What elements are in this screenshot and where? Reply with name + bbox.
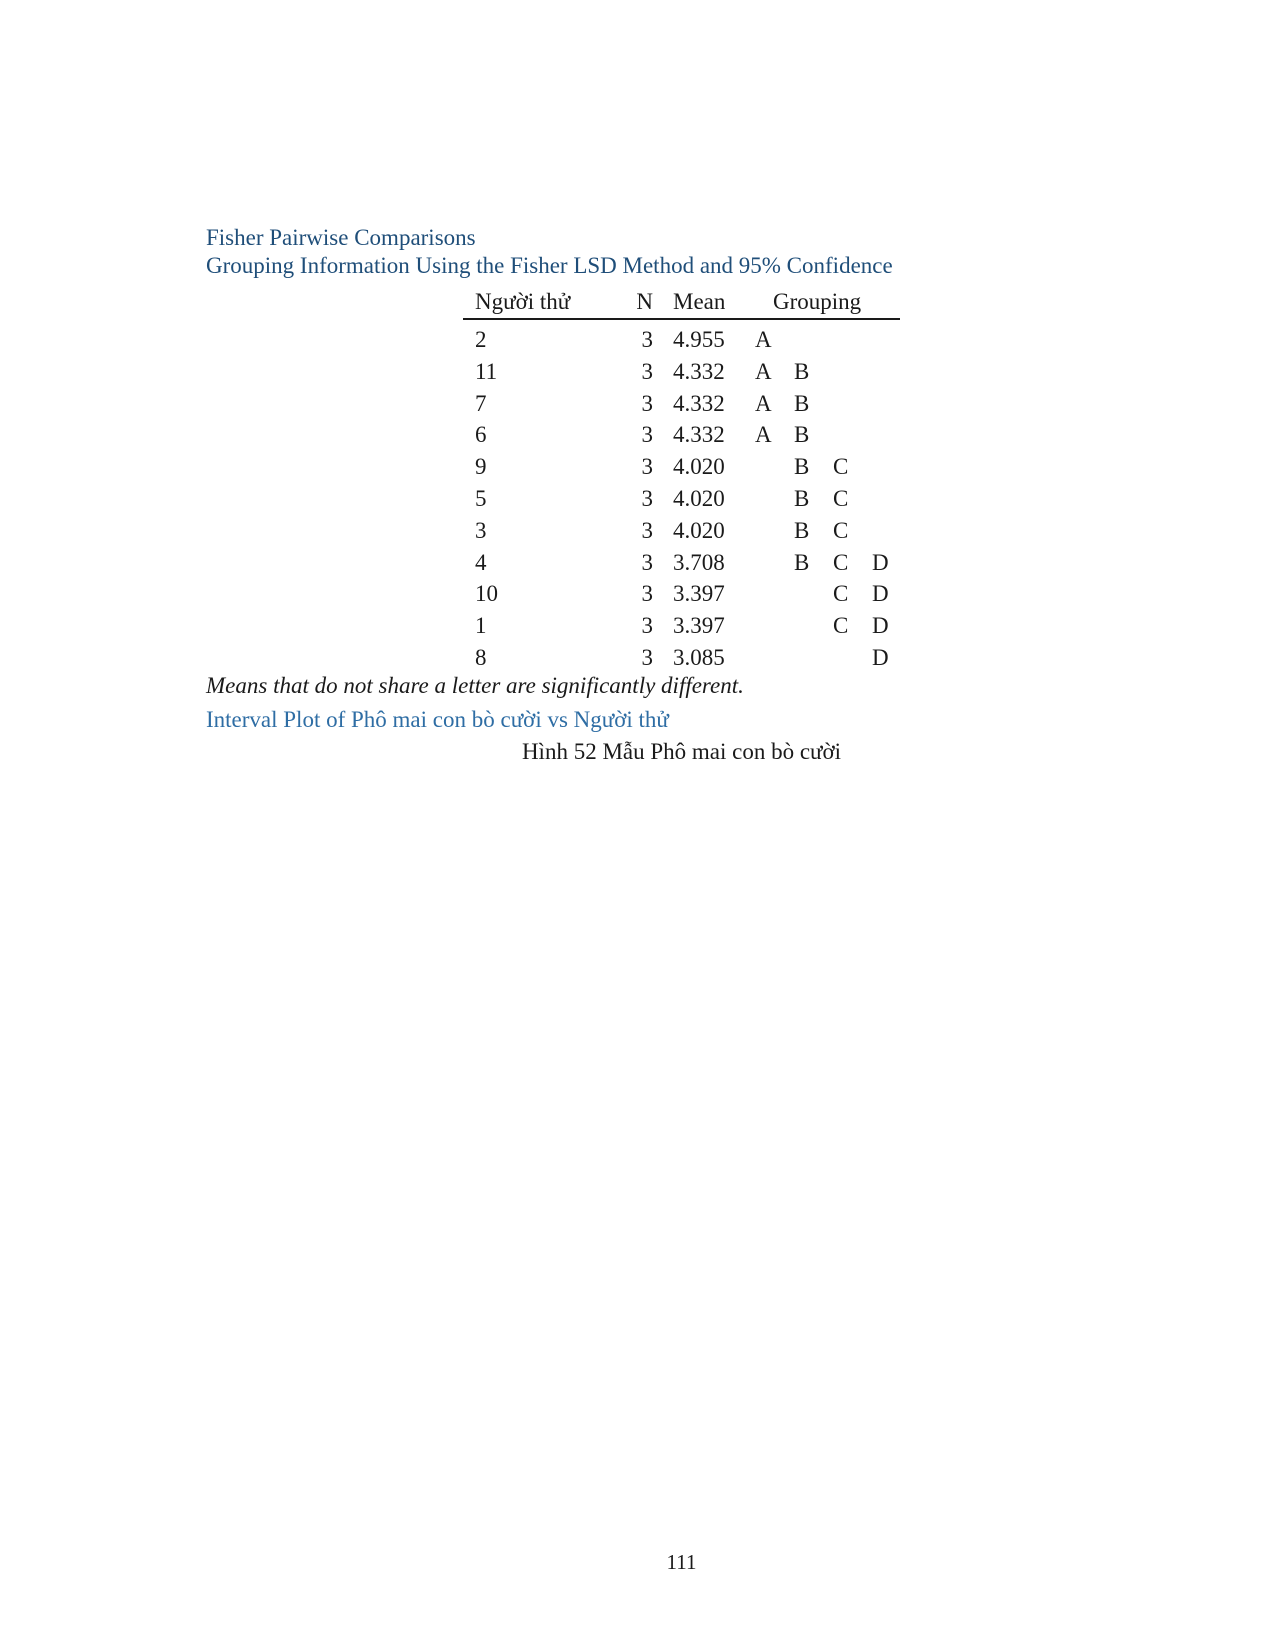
table-row: [463, 483, 900, 515]
table-row: [463, 547, 900, 579]
grouping-letter-cell: A: [755, 358, 772, 384]
mean-cell: 4.332: [673, 390, 725, 416]
tester-id-cell: 5: [475, 485, 487, 511]
mean-cell: 4.020: [673, 517, 725, 543]
grouping-letter-cell: C: [833, 613, 849, 639]
table-row: [463, 610, 900, 642]
table-row: [463, 642, 900, 674]
grouping-letter-cell: B: [794, 390, 810, 416]
grouping-letter-cell: B: [794, 549, 810, 575]
grouping-letter-cell: D: [872, 581, 889, 607]
mean-cell: 4.955: [673, 327, 725, 352]
page-number: 111: [666, 1550, 697, 1574]
mean-cell: 3.708: [673, 549, 725, 575]
grouping-information-heading: Grouping Information Using the Fisher LSD Method and 95% Confidence: [206, 253, 893, 278]
table-row: [463, 356, 900, 388]
mean-cell: 4.332: [673, 358, 725, 384]
interval-plot-heading: Interval Plot of Phô mai con bò cười vs Người thử: [206, 707, 669, 732]
n-cell: 3: [641, 613, 653, 639]
grouping-letter-cell: C: [833, 485, 849, 511]
tester-id-cell: 3: [475, 517, 487, 543]
n-cell: 3: [641, 549, 653, 575]
fisher-comparisons-heading: Fisher Pairwise Comparisons: [206, 225, 476, 250]
mean-cell: 3.397: [673, 581, 725, 607]
tester-id-cell: 4: [475, 549, 487, 575]
grouping-letter-cell: C: [833, 581, 849, 607]
tester-id-cell: 7: [475, 390, 487, 416]
mean-cell: 4.020: [673, 485, 725, 511]
grouping-letter-cell: B: [794, 485, 810, 511]
tester-id-cell: 1: [475, 613, 487, 639]
grouping-table: [463, 290, 900, 674]
grouping-letter-cell: A: [755, 327, 772, 352]
mean-cell: 4.332: [673, 422, 725, 448]
mean-cell: 3.085: [673, 644, 725, 670]
mean-cell: 4.020: [673, 454, 725, 480]
table-header: [463, 290, 900, 320]
grouping-letter-cell: D: [872, 549, 889, 575]
column-header-n: N: [636, 289, 653, 314]
grouping-letter-cell: C: [833, 517, 849, 543]
table-row: [463, 324, 900, 356]
n-cell: 3: [641, 644, 653, 670]
tester-id-cell: 9: [475, 454, 487, 480]
mean-cell: 3.397: [673, 613, 725, 639]
tester-id-cell: 8: [475, 644, 487, 670]
tester-id-cell: 11: [475, 358, 498, 384]
grouping-letter-cell: D: [872, 644, 889, 670]
table-row: [463, 419, 900, 451]
grouping-letter-cell: B: [794, 517, 810, 543]
grouping-letter-cell: B: [794, 454, 810, 480]
table-row: [463, 515, 900, 547]
grouping-letter-cell: A: [755, 390, 772, 416]
n-cell: 3: [641, 581, 653, 607]
table-row: [463, 388, 900, 420]
column-header-mean: Mean: [673, 289, 726, 314]
tester-id-cell: 10: [475, 581, 498, 607]
n-cell: 3: [641, 422, 653, 448]
n-cell: 3: [641, 517, 653, 543]
n-cell: 3: [641, 358, 653, 384]
n-cell: 3: [641, 454, 653, 480]
grouping-letter-cell: B: [794, 422, 810, 448]
grouping-letter-cell: C: [833, 549, 849, 575]
figure-caption: Hình 52 Mẫu Phô mai con bò cười: [521, 739, 842, 764]
grouping-letter-cell: C: [833, 454, 849, 480]
tester-id-cell: 2: [475, 327, 487, 352]
n-cell: 3: [641, 485, 653, 511]
significance-note: Means that do not share a letter are significantly different.: [206, 673, 744, 698]
n-cell: 3: [641, 390, 653, 416]
tester-id-cell: 6: [475, 422, 487, 448]
table-row: [463, 451, 900, 483]
table-row: [463, 578, 900, 610]
table-body: [463, 320, 900, 674]
grouping-letter-cell: B: [794, 358, 810, 384]
grouping-letter-cell: A: [755, 422, 772, 448]
column-header-grouping: Grouping: [773, 289, 862, 314]
n-cell: 3: [641, 327, 653, 352]
column-header-tester: Người thử: [475, 289, 571, 314]
grouping-letter-cell: D: [872, 613, 889, 639]
